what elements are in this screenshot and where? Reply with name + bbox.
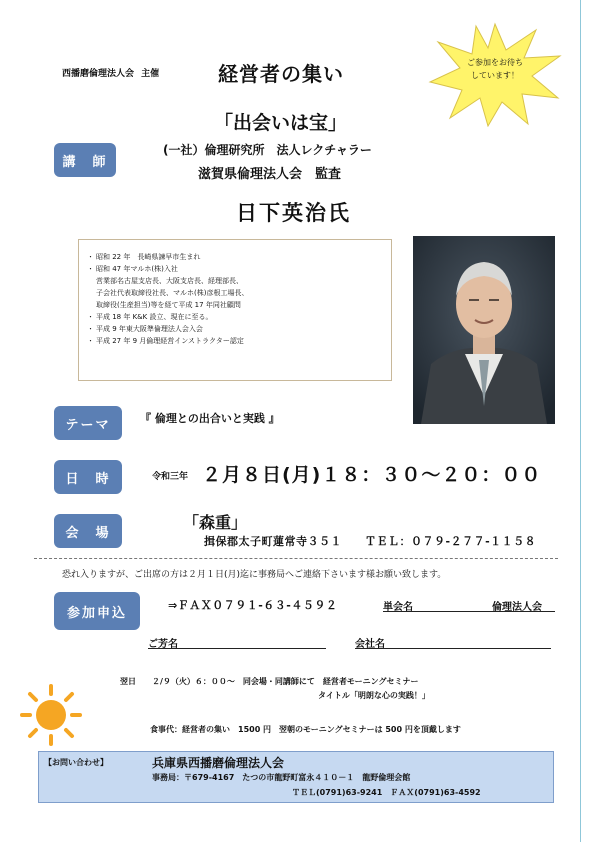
theme-text: 『 倫理との出合いと実践 』 [140, 412, 280, 425]
event-subtitle: 「出会いは宝」 [214, 112, 348, 134]
profile-item: ・ 平成 27 年 9 月倫理経営インストラクター認定 [87, 337, 244, 345]
contact-org: 兵庫県西播磨倫理法人会 [152, 756, 285, 770]
lecturer-profile-box [78, 239, 392, 381]
venue-name: 「森重」 [183, 513, 248, 532]
unit-name-value: 倫理法人会 [492, 602, 542, 613]
profile-item: 営業部名古屋支店長、大阪支店長、経理部長、 [96, 277, 243, 285]
profile-item: 子会社代表取締役社長、マルホ(株)彦根工場長、 [96, 289, 249, 297]
badge-line2: しています！ [471, 71, 519, 80]
lecturer-tag: 講 師 [54, 143, 116, 177]
company-field-line[interactable] [355, 648, 551, 649]
meal-fee: 食事代：経営者の集い 1500 円 翌朝のモーニングセミナーは 500 円を頂戴します [150, 725, 461, 734]
lecturer-photo [413, 236, 555, 424]
datetime-tag: 日 時 [54, 460, 122, 494]
fax-number: ⇒ＦＡＸ０７９１-６３-４５９２ [168, 599, 338, 612]
contact-address: 事務局：〒679-4167 たつの市龍野町富永４１０－１ 龍野倫理会館 [152, 773, 411, 782]
name-label: ご芳名 [148, 639, 178, 650]
lecturer-affiliation-2: 滋賀県倫理法人会 監査 [198, 167, 342, 182]
venue-address: 揖保郡太子町蓮常寺３５１ ＴＥＬ：０７９-２７７-１１５８ [204, 535, 537, 548]
morning-seminar-title: タイトル「明朗な心の実践！」 [318, 691, 430, 700]
date-time: ２月８日(月)１８：３０〜２０：００ [202, 464, 542, 486]
name-field-line[interactable] [148, 648, 326, 649]
unit-name-label: 単会名 [383, 602, 413, 613]
profile-item: 取締役(生産担当)等を経て平成 17 年同社顧問 [96, 301, 241, 309]
profile-item: ・ 平成 18 年 K&K 設立、現在に至る。 [87, 313, 213, 321]
lecturer-name: 日下英治氏 [236, 201, 351, 225]
cut-line-divider [34, 558, 558, 559]
unit-name-field-line[interactable] [383, 611, 555, 612]
rsvp-notice: 恐れ入りますが、ご出席の方は２月１日(月)迄に事務局へご連絡下さいます様お願い致します。 [62, 570, 447, 580]
profile-item: ・ 平成 9 年東大阪準倫理法人会入会 [87, 325, 203, 333]
company-label: 会社名 [355, 639, 385, 650]
page-edge-line [580, 0, 581, 842]
lecturer-affiliation-1: (一社）倫理研究所 法人レクチャラー [163, 143, 372, 157]
host-label: 主催 [141, 69, 160, 79]
event-title: 経営者の集い [218, 62, 344, 86]
organizer-line [62, 66, 159, 79]
contact-tel-fax: ＴＥＬ(0791)63-9241 ＦＡＸ(0791)63-4592 [292, 788, 481, 797]
lecturer-portrait-illustration [413, 236, 555, 424]
profile-item: ・ 昭和 47 年マルホ(株)入社 [87, 265, 178, 273]
contact-tag: 【お問い合わせ】 [44, 758, 108, 767]
profile-item: ・ 昭和 22 年 長崎県諫早市生まれ [87, 253, 201, 261]
apply-tag: 参加申込 [54, 592, 140, 630]
morning-seminar-info: 翌日 ２/９（火）６：００〜 同会場・同講師にて 経営者モーニングセミナー [120, 677, 419, 686]
star-badge-text [455, 56, 535, 82]
theme-tag: テーマ [54, 406, 122, 440]
venue-tag: 会 場 [54, 514, 122, 548]
organizer-name: 西播磨倫理法人会 [62, 69, 135, 79]
date-era: 令和三年 [152, 472, 189, 482]
badge-line1: ご参加をお待ち [467, 58, 523, 67]
sun-icon [20, 684, 82, 746]
